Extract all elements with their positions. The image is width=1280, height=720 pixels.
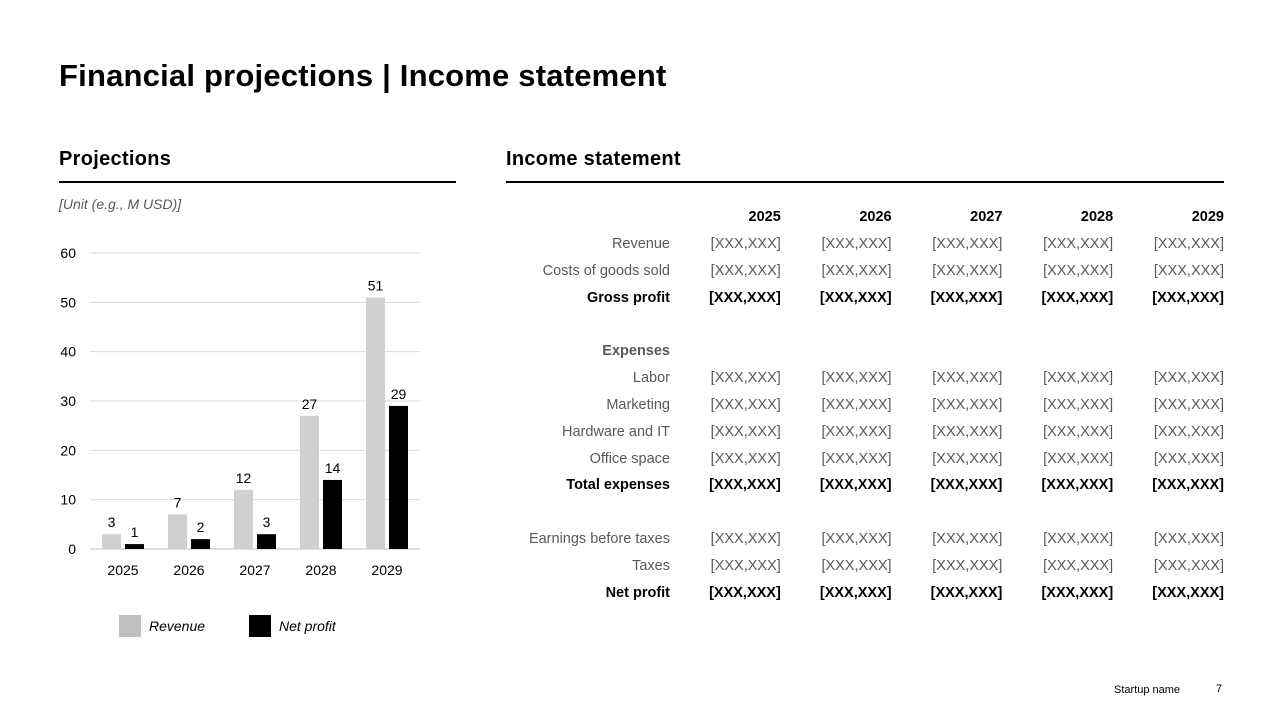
row-label: Hardware and IT (562, 423, 670, 440)
income-statement-table (506, 204, 1224, 606)
table-cell: [XXX,XXX] (821, 236, 892, 253)
table-header-year: 2025 (748, 209, 781, 226)
footer-page-number: 7 (1216, 683, 1223, 695)
table-cell: [XXX,XXX] (1041, 584, 1114, 601)
table-cell: [XXX,XXX] (1041, 289, 1114, 306)
table-cell: [XXX,XXX] (1153, 262, 1224, 279)
data-label: 3 (262, 514, 271, 531)
table-cell: [XXX,XXX] (1153, 396, 1224, 413)
x-tick-label: 2025 (107, 562, 139, 578)
row-label: Costs of goods sold (542, 262, 670, 279)
income-statement-divider (506, 181, 1224, 183)
section-label: Expenses (602, 343, 670, 360)
table-cell: [XXX,XXX] (932, 450, 1003, 467)
legend-label-net-profit: Net profit (279, 618, 336, 634)
table-cell: [XXX,XXX] (930, 477, 1003, 494)
table-cell: [XXX,XXX] (710, 530, 781, 547)
row-label: Net profit (605, 584, 670, 601)
projections-heading: Projections (59, 148, 172, 170)
table-row-cogs (506, 258, 1224, 285)
data-label: 14 (324, 459, 341, 476)
row-label: Total expenses (566, 477, 670, 494)
row-label: Revenue (611, 236, 670, 253)
page-title: Financial projections | Income statement (59, 58, 667, 93)
y-tick-label: 40 (60, 343, 76, 360)
data-label: 29 (390, 385, 407, 402)
bar-net-profit (191, 539, 210, 549)
table-row-hardware-it (506, 418, 1224, 445)
data-label: 7 (173, 494, 182, 511)
table-header-year: 2026 (859, 209, 892, 226)
income-statement-heading: Income statement (506, 148, 681, 170)
table-cell: [XXX,XXX] (1152, 584, 1224, 601)
data-label: 1 (130, 524, 139, 541)
table-cell: [XXX,XXX] (1152, 477, 1224, 494)
projections-bar-chart (40, 232, 440, 592)
row-label: Taxes (632, 557, 670, 574)
table-cell: [XXX,XXX] (930, 584, 1003, 601)
data-label: 12 (235, 469, 252, 486)
table-cell: [XXX,XXX] (709, 477, 781, 494)
data-label: 51 (367, 277, 384, 294)
data-label: 3 (107, 514, 116, 531)
bar-revenue (102, 534, 121, 549)
table-cell: [XXX,XXX] (821, 530, 892, 547)
y-tick-label: 60 (60, 245, 76, 261)
table-row-labor (506, 365, 1224, 392)
table-cell: [XXX,XXX] (1153, 557, 1224, 574)
table-header-row (506, 204, 1224, 231)
table-cell: [XXX,XXX] (1043, 530, 1114, 547)
row-label: Marketing (606, 396, 670, 413)
table-cell: [XXX,XXX] (1043, 557, 1114, 574)
table-cell: [XXX,XXX] (932, 396, 1003, 413)
bar-revenue (366, 297, 385, 549)
footer-startup-name: Startup name (1114, 684, 1181, 696)
table-row-office-space (506, 445, 1224, 472)
legend-item-net-profit (249, 614, 336, 638)
table-cell: [XXX,XXX] (1043, 396, 1114, 413)
row-label: Labor (632, 370, 670, 387)
table-header-year: 2028 (1080, 209, 1114, 226)
table-cell: [XXX,XXX] (821, 370, 892, 387)
table-row-expenses-header (506, 338, 1224, 365)
table-cell: [XXX,XXX] (710, 396, 781, 413)
table-cell: [XXX,XXX] (709, 289, 781, 306)
bar-net-profit (257, 534, 276, 549)
table-cell: [XXX,XXX] (710, 236, 781, 253)
table-cell: [XXX,XXX] (710, 450, 781, 467)
y-tick-label: 30 (60, 393, 76, 409)
row-label: Office space (589, 450, 670, 467)
legend-swatch-net-profit (249, 615, 271, 637)
table-cell: [XXX,XXX] (819, 289, 892, 306)
bar-net-profit (125, 544, 144, 549)
x-tick-label: 2027 (239, 562, 271, 578)
table-header-empty (506, 204, 670, 231)
table-row-net-profit (506, 579, 1224, 606)
table-cell: [XXX,XXX] (710, 557, 781, 574)
table-cell: [XXX,XXX] (1153, 530, 1224, 547)
table-cell: [XXX,XXX] (932, 530, 1003, 547)
table-spacer-row (506, 311, 1224, 338)
table-cell: [XXX,XXX] (1153, 450, 1224, 467)
table-cell: [XXX,XXX] (1153, 236, 1224, 253)
table-cell: [XXX,XXX] (709, 584, 781, 601)
table-header-year: 2029 (1191, 209, 1224, 226)
table-cell: [XXX,XXX] (1043, 370, 1114, 387)
table-row-ebt (506, 526, 1224, 553)
bar-net-profit (323, 480, 342, 549)
table-cell: [XXX,XXX] (710, 423, 781, 440)
table-cell: [XXX,XXX] (1043, 236, 1114, 253)
table-cell: [XXX,XXX] (932, 370, 1003, 387)
table-row-taxes (506, 552, 1224, 579)
table-header-year: 2027 (970, 209, 1003, 226)
x-tick-label: 2028 (305, 562, 337, 578)
bar-revenue (300, 416, 319, 549)
table-cell: [XXX,XXX] (819, 584, 892, 601)
table-spacer-row (506, 499, 1224, 526)
table-cell: [XXX,XXX] (932, 262, 1003, 279)
table-cell: [XXX,XXX] (710, 262, 781, 279)
table-cell: [XXX,XXX] (821, 262, 892, 279)
table-cell: [XXX,XXX] (1153, 370, 1224, 387)
table-cell: [XXX,XXX] (821, 557, 892, 574)
table-cell: [XXX,XXX] (1153, 423, 1224, 440)
y-tick-label: 50 (60, 294, 76, 311)
y-tick-label: 10 (60, 491, 76, 508)
table-cell: [XXX,XXX] (1041, 477, 1114, 494)
legend-item-revenue (119, 614, 205, 638)
table-cell: [XXX,XXX] (1043, 423, 1114, 440)
y-tick-label: 0 (68, 541, 76, 557)
x-tick-label: 2026 (173, 562, 205, 578)
table-cell: [XXX,XXX] (1043, 450, 1114, 467)
table-cell: [XXX,XXX] (821, 450, 892, 467)
bar-revenue (234, 490, 253, 549)
table-cell: [XXX,XXX] (1043, 262, 1114, 279)
table-cell: [XXX,XXX] (819, 477, 892, 494)
row-label: Gross profit (587, 289, 670, 306)
bar-revenue (168, 514, 187, 549)
table-cell: [XXX,XXX] (821, 396, 892, 413)
table-cell: [XXX,XXX] (1152, 289, 1224, 306)
data-label: 2 (196, 519, 205, 536)
table-cell: [XXX,XXX] (930, 289, 1003, 306)
row-label: Earnings before taxes (528, 530, 670, 547)
y-tick-label: 20 (60, 442, 76, 459)
table-cell: [XXX,XXX] (932, 423, 1003, 440)
table-cell: [XXX,XXX] (932, 236, 1003, 253)
legend-swatch-revenue (119, 615, 141, 637)
data-label: 27 (301, 395, 318, 412)
table-row-revenue (506, 231, 1224, 258)
bar-net-profit (389, 406, 408, 549)
projections-divider (59, 181, 456, 183)
table-cell: [XXX,XXX] (932, 557, 1003, 574)
x-tick-label: 2029 (371, 562, 403, 578)
table-row-marketing (506, 392, 1224, 419)
table-cell: [XXX,XXX] (710, 370, 781, 387)
table-row-total-expenses (506, 472, 1224, 499)
table-row-gross-profit (506, 284, 1224, 311)
legend-label-revenue: Revenue (149, 618, 206, 634)
table-cell: [XXX,XXX] (821, 423, 892, 440)
unit-label: [Unit (e.g., M USD)] (59, 196, 182, 212)
